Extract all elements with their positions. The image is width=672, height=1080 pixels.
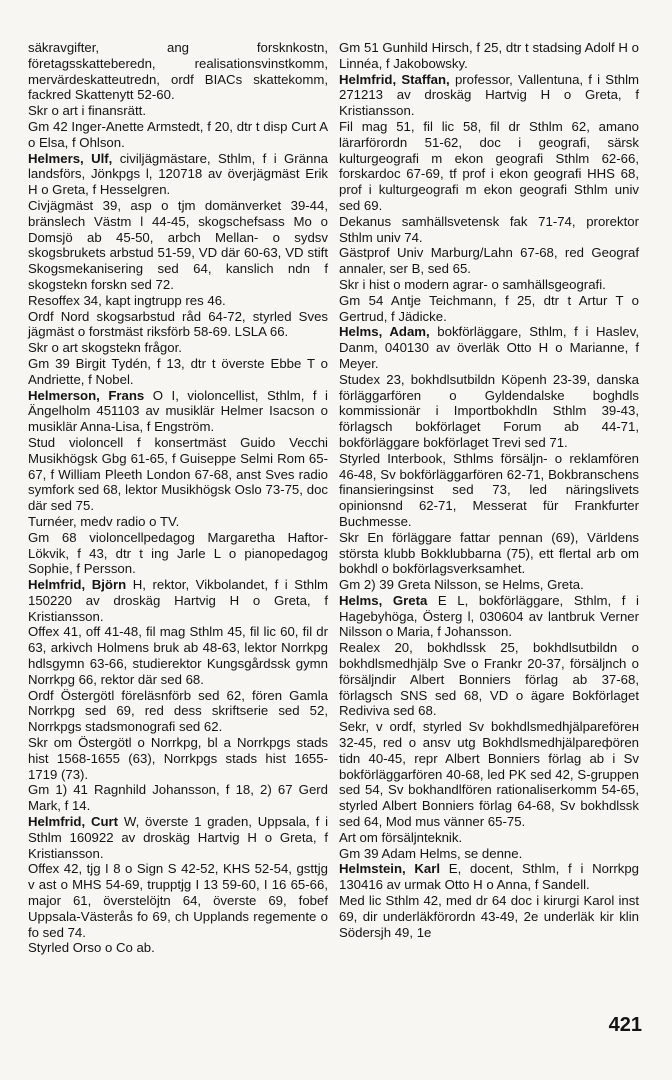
- entry-name: Helms, Adam,: [339, 324, 430, 340]
- entry-paragraph: Styrled Orso o Co ab.: [28, 940, 155, 956]
- entry-name: Helmfrid, Staffan,: [339, 71, 450, 87]
- entry-heading: [28, 151, 328, 198]
- entry-name: Helms, Greta: [339, 592, 428, 608]
- entry-paragraph: Skr En förläggare fattar pennan (69), Världens största klubb Bokklubbarna (75), ett flertal arb om bokhdl o bokförlagsverksamhet.: [339, 529, 639, 577]
- directory-entry: [28, 814, 328, 956]
- entry-paragraph: Art om försäljnteknik.: [339, 829, 463, 845]
- entry-paragraph: Skr o art i finansrätt.: [28, 103, 146, 119]
- entry-paragraph: Skr o art skogstekn frågor.: [28, 340, 182, 356]
- directory-entry: [28, 388, 328, 578]
- entry-name: Helmfrid, Björn: [28, 577, 127, 593]
- entry-name: Helmstein, Karl: [339, 861, 441, 877]
- entry-name: Helmers, Ulf,: [28, 150, 113, 166]
- entry-paragraph: Dekanus samhällsvetensk fak 71-74, prorektor Sthlm univ 74.: [339, 213, 639, 245]
- entry-paragraph: Gm 42 Inger-Anette Armstedt, f 20, dtr t disp Curt A o Elsa, f Ohlson.: [28, 118, 328, 150]
- entry-intro: W, överste 1 graden, Uppsala, f i Sthlm 160922 av droskäg Hartvig H o Greta, f Kristiansson.: [28, 814, 328, 861]
- right-column: [339, 40, 639, 940]
- entry-heading: [339, 593, 639, 640]
- entry-intro: civiljägmästare, Sthlm, f i Gränna landsförs, Jönkpgs l, 120718 av överjägmäst Erik H o Greta, f Hesselgren.: [28, 150, 328, 198]
- directory-entry: [339, 861, 639, 940]
- directory-entry: [339, 40, 639, 72]
- entry-paragraph: Turnéer, medv radio o TV.: [28, 513, 180, 529]
- entry-paragraph: Offex 41, off 41-48, fil mag Sthlm 45, fil lic 60, fil dr 63, arkivch Holmens bruk ab 48-63, lektor Norrkpg hdlsgymn 63-66, studierektor Kungsgårdssk gymn Norrkpg 66, rektor där sed 68.: [28, 624, 328, 687]
- entry-heading: [339, 324, 639, 371]
- entry-paragraph: Civjägmäst 39, asp o tjm domänverket 39-44, bränslech Västm l 44-45, skogschefsass Mo o Domsjö ab 45-50, arbch Mellan- o sydsv skogsbrukets arbstud 51-59, VD där 60-63, VD stift Skogsmekanisering sed 64, kanslich ndn f skogstekn forskn sed 72.: [28, 197, 328, 292]
- entry-paragraph: Med lic Sthlm 42, med dr 64 doc i kirurgi Karol inst 69, dir underläkförordn 43-49, 2e underläk kir klin Södersjh 49, 1e: [339, 893, 639, 940]
- entry-paragraph: Gm 68 violoncellpedagog Margaretha Haftor-Lökvik, f 43, dtr t ing Jarle L o pianopedagog Sophie, f Persson.: [28, 529, 328, 577]
- entry-paragraph: Gästprof Univ Marburg/Lahn 67-68, red Geograf annaler, ser B, sed 65.: [339, 245, 639, 277]
- entry-intro: professor, Vallentuna, f i Sthlm 271213 av droskäg Hartvig H o Greta, f Kristiansson.: [339, 71, 639, 119]
- entry-intro: bokförläggare, Sthlm, f i Haslev, Danm, 040130 av överläk Otto H o Marianne, f Meyer.: [339, 324, 639, 371]
- entry-paragraph: Sekr, v ordf, styrled Sv bokhdlsmedhjälpareförен 32-45, red o ansv utg Bokhdlsmedhjälpareфören tidn 40-45, repr Albert Bonniers förlag ab i Sv bokförläggarfören 40-68, led PK sed 42, S-gruppen sed 54, Sv bokhandlfören rationaliserkomm 54-65, styrled Albert Bonniers förlag 64-68, Sv bokhdlssk sed 64, Mod mus vänner 65-75.: [339, 719, 639, 830]
- entry-paragraph: Ordf Östergötl föreläsnförb sed 62, fören Gamla Norrkpg sed 69, red dess skriftserie sed 52, Norrkpgs stadsmonografi sed 62.: [28, 687, 328, 735]
- entry-paragraph: Gm 39 Adam Helms, se denne.: [339, 845, 523, 861]
- entry-paragraph: Gm 1) 41 Ragnhild Johansson, f 18, 2) 67 Gerd Mark, f 14.: [28, 782, 328, 814]
- entry-heading: [28, 814, 328, 861]
- directory-entry: [339, 324, 639, 593]
- entry-heading: [28, 388, 328, 435]
- entry-paragraph: Studex 23, bokhdlsutbildn Köpenh 23-39, danska förläggarfören o Gyldendalske boghdls kommissionär i Importbokhdln Sthlm 39-43, förlagsch bokförlaget Forum ab 44-71, bokförläggare bokförlaget Trevi sed 71.: [339, 371, 639, 450]
- entry-paragraph: Gm 54 Antje Teichmann, f 25, dtr t Artur T o Gertrud, f Jädicke.: [339, 292, 639, 324]
- entry-intro: E L, bokförläggare, Sthlm, f i Hagebyhöga, Österg l, 030604 av lantbruk Verner Nilsson o Maria, f Johansson.: [339, 592, 639, 640]
- entry-paragraph: Fil mag 51, fil lic 58, fil dr Sthlm 62, amano lärarförordn 51-62, doc i geografi, särsk kulturgeografi m ekon geografi Sthlm 62-66, forskardoc 67-69, tf prof i ekon geografi HHS 68, prof i kulturgeografi m ekon geografi Sthlm univ sed 69.: [339, 118, 639, 213]
- entry-intro: O I, violoncellist, Sthlm, f i Ängelholm 451103 av musiklär Helmer Isacson o musiklär Anna-Lisa, f Engström.: [28, 387, 328, 435]
- entry-paragraph: Gm 51 Gunhild Hirsch, f 25, dtr t stadsing Adolf H o Linnéa, f Jakobowsky.: [339, 40, 639, 71]
- entry-paragraph: säkravgifter, ang forsknkostn, företagsskatteberedn, realisationsvinstkomm, mervärdeskatteutredn, ordf BIACs skattekomm, fackred Skattenytt 52-60.: [28, 40, 328, 103]
- directory-entry: [339, 72, 639, 325]
- entry-intro: H, rektor, Vikbolandet, f i Sthlm 150220 av droskäg Hartvig H o Greta, f Kristiansson.: [28, 577, 329, 624]
- entry-paragraph: Skr i hist o modern agrar- o samhällsgeografi.: [339, 276, 606, 292]
- entry-heading: [28, 577, 328, 624]
- entry-intro: E, docent, Sthlm, f i Norrkpg 130416 av urmak Otto H o Anna, f Sandell.: [339, 861, 639, 893]
- entry-paragraph: Gm 39 Birgit Tydén, f 13, dtr t överste Ebbe T o Andriette, f Nobel.: [28, 355, 328, 387]
- entry-paragraph: Stud violoncell f konsertmäst Guido Vecchi Musikhögsk Gbg 61-65, f Guiseppe Selmi Rom 65-67, f William Pleeth London 67-68, anst Sves radio symfork sed 68, lektor Musikhögsk Oslo 73-75, doc där sed 75.: [28, 434, 328, 514]
- page-number: 421: [608, 1014, 642, 1036]
- entry-name: Helmfrid, Curt: [28, 814, 119, 830]
- entry-paragraph: Ordf Nord skogsarbstud råd 64-72, styrled Sves jägmäst o forstmäst riksförb 58-69. LSLA 66.: [28, 308, 328, 340]
- directory-entry: [28, 577, 328, 814]
- entry-name: Helmerson, Frans: [28, 387, 145, 403]
- entry-paragraph: Offex 42, tjg I 8 o Sign S 42-52, KHS 52-54, gsttjg v ast o MHS 54-69, trupptjg I 13 59-60, I 16 65-66, major 61, överstelöjtn 64, överste 69, fobef Uppsala-Västerås fo 69, ch Upplands regemente o fo sed 74.: [28, 861, 328, 940]
- entry-paragraph: Skr om Östergötl o Norrkpg, bl a Norrkpgs stads hist 1568-1655 (63), Norrkpgs stads hist 1655-1719 (73).: [28, 735, 328, 782]
- directory-entry: [28, 40, 328, 151]
- entry-paragraph: Gm 2) 39 Greta Nilsson, se Helms, Greta.: [339, 577, 584, 593]
- entry-paragraph: Resoffex 34, kapt ingtrupp res 46.: [28, 292, 226, 308]
- directory-entry: [339, 593, 639, 862]
- directory-entry: [28, 151, 328, 388]
- entry-heading: [339, 72, 639, 119]
- entry-heading: [339, 861, 639, 893]
- left-column: [28, 40, 328, 956]
- entry-paragraph: Styrled Interbook, Sthlms försäljn- o reklamfören 46-48, Sv bokförläggarfören 62-71, Bokbranschens finansieringsinst sed 73, led näringslivets opinionsnd 62-71, Messerat für Frankfurter Buchmesse.: [339, 450, 639, 529]
- entry-paragraph: Realex 20, bokhdlssk 25, bokhdlsutbildn o bokhdlsmedhjälp Sve o Frankr 20-37, försäljnch o försäljndir Albert Bonniers förlag ab 37-68, förlagsch SNS sed 68, VD o ägare Bokförlaget Rediviva sed 68.: [339, 640, 639, 719]
